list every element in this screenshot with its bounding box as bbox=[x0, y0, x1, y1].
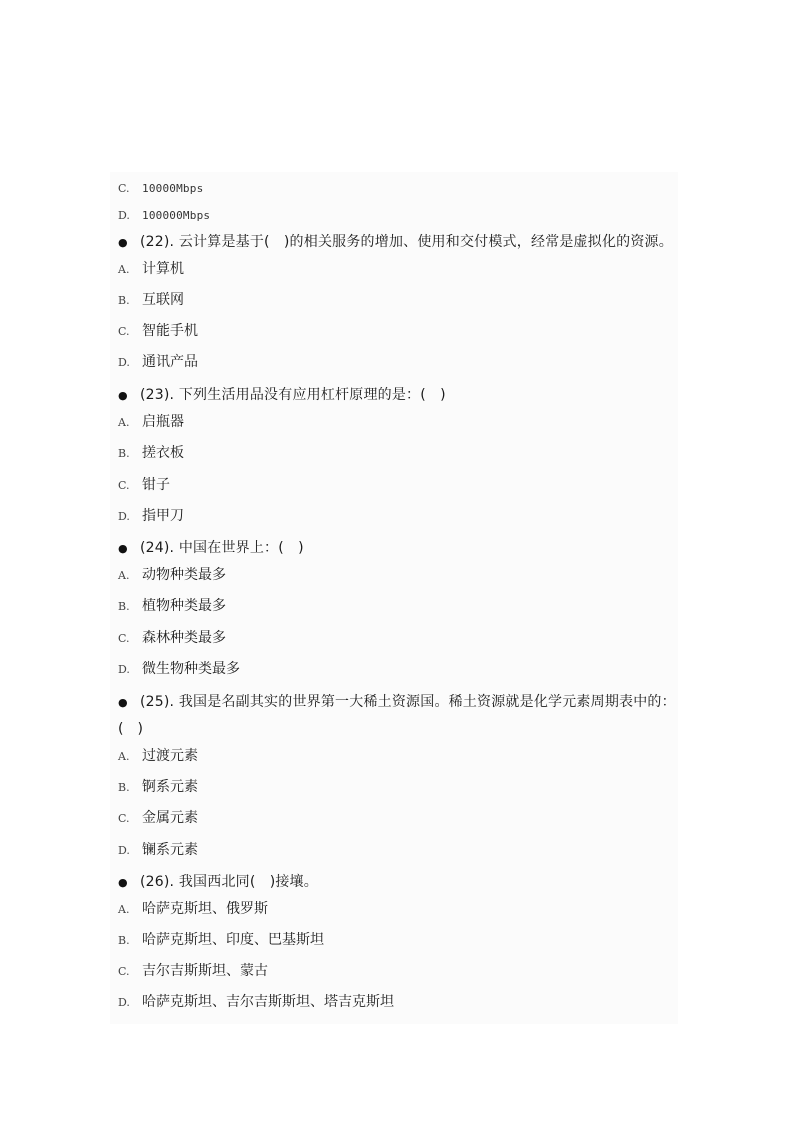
option-text: 100000Mbps bbox=[142, 209, 211, 222]
option-text: 镧系元素 bbox=[142, 842, 198, 858]
option-text: 指甲刀 bbox=[142, 508, 184, 524]
option-text: 动物种类最多 bbox=[142, 567, 226, 583]
option-d[interactable] bbox=[118, 991, 394, 1013]
option-c[interactable] bbox=[118, 474, 170, 496]
option-text: 锕系元素 bbox=[142, 779, 198, 795]
option-text: 钳子 bbox=[142, 477, 170, 493]
option-letter: C. bbox=[118, 812, 130, 825]
option-letter: B. bbox=[118, 934, 130, 947]
option-text: 互联网 bbox=[142, 292, 184, 308]
question-22 bbox=[118, 231, 673, 253]
option-text: 过渡元素 bbox=[142, 748, 198, 764]
option-a[interactable] bbox=[118, 411, 184, 433]
option-letter: A. bbox=[118, 750, 130, 763]
option-text: 哈萨克斯坦、俄罗斯 bbox=[142, 901, 268, 917]
option-letter: C. bbox=[118, 479, 130, 492]
question-text: (25). 我国是名副其实的世界第一大稀土资源国。稀土资源就是化学元素周期表中的： bbox=[140, 694, 676, 710]
question-text: (26). 我国西北同( )接壤。 bbox=[140, 874, 318, 890]
option-letter: B. bbox=[118, 447, 130, 460]
option-a[interactable] bbox=[118, 564, 226, 586]
option-text: 10000Mbps bbox=[142, 182, 204, 195]
option-letter: D. bbox=[118, 209, 130, 222]
option-d[interactable] bbox=[118, 658, 240, 680]
option-d[interactable] bbox=[118, 839, 198, 861]
option-b[interactable] bbox=[118, 595, 226, 617]
option-c[interactable] bbox=[118, 177, 203, 199]
question-26 bbox=[118, 871, 318, 893]
bullet-icon: ● bbox=[118, 696, 128, 709]
option-letter: D. bbox=[118, 510, 130, 523]
option-b[interactable] bbox=[118, 442, 184, 464]
option-letter: C. bbox=[118, 965, 130, 978]
question-25 bbox=[118, 691, 676, 713]
option-letter: A. bbox=[118, 903, 130, 916]
option-b[interactable] bbox=[118, 776, 198, 798]
option-letter: B. bbox=[118, 600, 130, 613]
option-text: 智能手机 bbox=[142, 323, 198, 339]
question-text: (24). 中国在世界上：( ) bbox=[140, 540, 304, 556]
option-letter: C. bbox=[118, 182, 130, 195]
option-b[interactable] bbox=[118, 929, 324, 951]
option-a[interactable] bbox=[118, 898, 268, 920]
option-text: 搓衣板 bbox=[142, 445, 184, 461]
option-letter: D. bbox=[118, 844, 130, 857]
option-text: 微生物种类最多 bbox=[142, 661, 240, 677]
question-24 bbox=[118, 537, 304, 559]
option-letter: D. bbox=[118, 663, 130, 676]
option-letter: C. bbox=[118, 325, 130, 338]
question-text: (22). 云计算是基于( )的相关服务的增加、使用和交付模式，经常是虚拟化的资源。 bbox=[140, 234, 673, 250]
option-c[interactable] bbox=[118, 960, 268, 982]
option-a[interactable] bbox=[118, 745, 198, 767]
option-c[interactable] bbox=[118, 807, 198, 829]
option-letter: B. bbox=[118, 781, 130, 794]
option-d[interactable] bbox=[118, 204, 210, 226]
bullet-icon: ● bbox=[118, 542, 128, 555]
option-text: 吉尔吉斯斯坦、蒙古 bbox=[142, 963, 268, 979]
bullet-icon: ● bbox=[118, 389, 128, 402]
question-continuation: ( ) bbox=[118, 721, 143, 737]
option-letter: C. bbox=[118, 632, 130, 645]
option-letter: A. bbox=[118, 263, 130, 276]
option-d[interactable] bbox=[118, 351, 198, 373]
option-text: 计算机 bbox=[142, 261, 184, 277]
option-letter: D. bbox=[118, 996, 130, 1009]
option-c[interactable] bbox=[118, 320, 198, 342]
option-a[interactable] bbox=[118, 258, 184, 280]
option-b[interactable] bbox=[118, 289, 184, 311]
option-text: 哈萨克斯坦、印度、巴基斯坦 bbox=[142, 932, 324, 948]
option-letter: D. bbox=[118, 356, 130, 369]
question-23 bbox=[118, 384, 446, 406]
bullet-icon: ● bbox=[118, 236, 128, 249]
option-letter: A. bbox=[118, 416, 130, 429]
option-d[interactable] bbox=[118, 505, 184, 527]
bullet-icon: ● bbox=[118, 876, 128, 889]
option-letter: A. bbox=[118, 569, 130, 582]
option-text: 启瓶器 bbox=[142, 414, 184, 430]
option-text: 通讯产品 bbox=[142, 354, 198, 370]
option-text: 森林种类最多 bbox=[142, 630, 226, 646]
option-letter: B. bbox=[118, 294, 130, 307]
option-text: 金属元素 bbox=[142, 810, 198, 826]
option-text: 植物种类最多 bbox=[142, 598, 226, 614]
option-text: 哈萨克斯坦、吉尔吉斯斯坦、塔吉克斯坦 bbox=[142, 994, 394, 1010]
question-text: (23). 下列生活用品没有应用杠杆原理的是：( ) bbox=[140, 387, 446, 403]
option-c[interactable] bbox=[118, 627, 226, 649]
